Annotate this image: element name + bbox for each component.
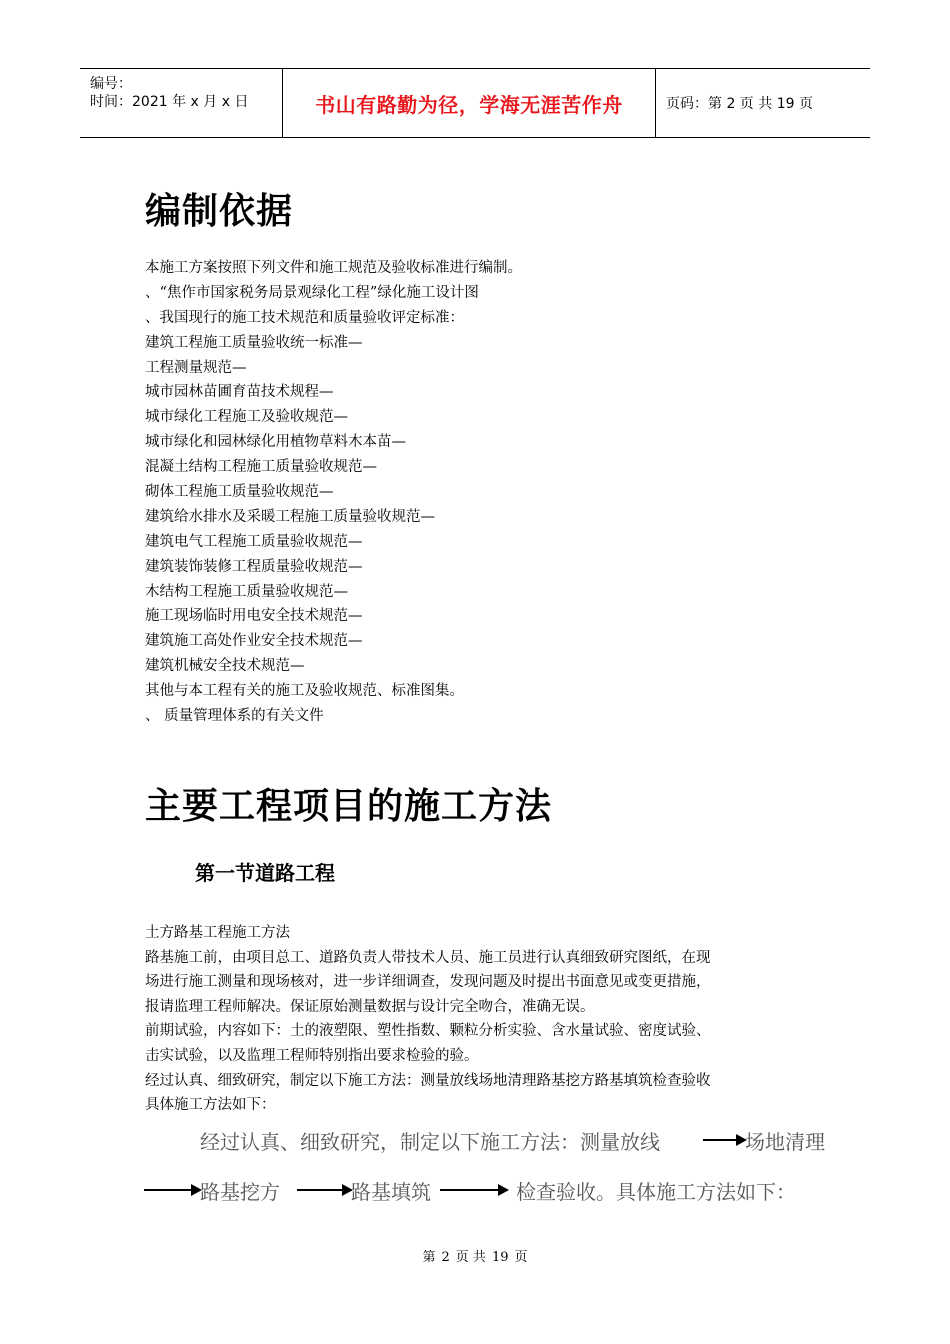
paragraph-line: 经过认真、细致研究，制定以下施工方法：测量放线场地清理路基挖方路基填筑检查验收	[145, 1072, 711, 1089]
flow-arrow-1	[703, 1139, 745, 1141]
paragraph-line: 报请监理工程师解决。保证原始测量数据与设计完全吻合，准确无误。	[145, 998, 595, 1015]
flow-step-filling: 路基填筑	[351, 1180, 431, 1204]
header-meta	[80, 69, 282, 137]
basis-list-item: 砌体工程施工质量验收规范—	[145, 484, 334, 501]
paragraph-line: 前期试验，内容如下：土的液塑限、塑性指数、颗粒分析实验、含水量试验、密度试验、	[145, 1023, 711, 1040]
road-paragraph	[145, 921, 815, 1118]
flow-arrow-2	[144, 1189, 200, 1191]
basis-list-item: 工程测量规范—	[145, 359, 247, 376]
section-title-methods: 主要工程项目的施工方法	[145, 786, 553, 827]
basis-list-item: 城市园林苗圃育苗技术规程—	[145, 384, 334, 401]
flow-step-excavation: 路基挖方	[200, 1180, 280, 1204]
flow-arrow-3	[297, 1189, 351, 1191]
basis-list-item: 、我国现行的施工技术规范和质量验收评定标准：	[145, 309, 464, 326]
basis-list-item: 建筑给水排水及采暖工程施工质量验收规范—	[145, 508, 435, 525]
basis-list-item: 、“焦作市国家税务局景观绿化工程”绿化施工设计图	[145, 284, 479, 301]
page-header	[80, 68, 870, 138]
page-footer	[0, 1246, 950, 1265]
footer-total-pages: 19	[491, 1250, 509, 1265]
footer-post: 页	[514, 1250, 528, 1265]
subsection-title-road: 第一节道路工程	[195, 861, 335, 885]
footer-pre: 第	[422, 1250, 436, 1265]
basis-list-item: 建筑装饰装修工程质量验收规范—	[145, 558, 363, 575]
paragraph-line: 路基施工前，由项目总工、道路负责人带技术人员、施工员进行认真细致研究图纸，在现	[145, 949, 711, 966]
flow-step-inspection: 检查验收。具体施工方法如下：	[516, 1180, 796, 1204]
document-number: 编号：	[90, 76, 132, 92]
basis-list-item: 施工现场临时用电安全技术规范—	[145, 608, 363, 625]
basis-list-item: 、 质量管理体系的有关文件	[145, 708, 324, 725]
basis-list-item: 城市绿化工程施工及验收规范—	[145, 409, 348, 426]
basis-list-item: 木结构工程施工质量验收规范—	[145, 583, 348, 600]
document-date: 时间：2021 年 x 月 x 日	[90, 94, 249, 110]
header-motto: 书山有路勤为径，学海无涯苦作舟	[282, 69, 656, 137]
basis-list	[145, 256, 522, 729]
flow-arrow-4	[440, 1189, 507, 1191]
flow-step-site-clearing: 场地清理	[745, 1130, 825, 1154]
basis-list-item: 建筑电气工程施工质量验收规范—	[145, 533, 363, 550]
basis-list-item: 城市绿化和园林绿化用植物草料木本苗—	[145, 434, 406, 451]
paragraph-line: 场进行施工测量和现场核对，进一步详细调查，发现问题及时提出书面意见或变更措施，	[145, 974, 711, 991]
paragraph-line: 击实试验，以及监理工程师特别指出要求检验的验。	[145, 1047, 479, 1064]
header-page-info: 页码：第 2 页 共 19 页	[666, 96, 813, 112]
basis-list-item: 建筑工程施工质量验收统一标准—	[145, 334, 363, 351]
flow-intro: 经过认真、细致研究，制定以下施工方法：测量放线	[200, 1130, 660, 1154]
section-title-basis: 编制依据	[145, 191, 294, 232]
basis-list-item: 其他与本工程有关的施工及验收规范、标准图集。	[145, 683, 464, 700]
basis-list-item: 混凝土结构工程施工质量验收规范—	[145, 459, 377, 476]
construction-flow-diagram	[0, 1118, 950, 1208]
basis-list-item: 建筑机械安全技术规范—	[145, 658, 305, 675]
footer-page-number: 2	[441, 1250, 450, 1265]
paragraph-line: 具体施工方法如下：	[145, 1097, 276, 1114]
paragraph-line: 土方路基工程施工方法	[145, 925, 290, 941]
footer-mid: 页 共	[455, 1250, 486, 1265]
basis-list-item: 建筑施工高处作业安全技术规范—	[145, 633, 363, 650]
basis-list-item: 本施工方案按照下列文件和施工规范及验收标准进行编制。	[145, 260, 522, 276]
